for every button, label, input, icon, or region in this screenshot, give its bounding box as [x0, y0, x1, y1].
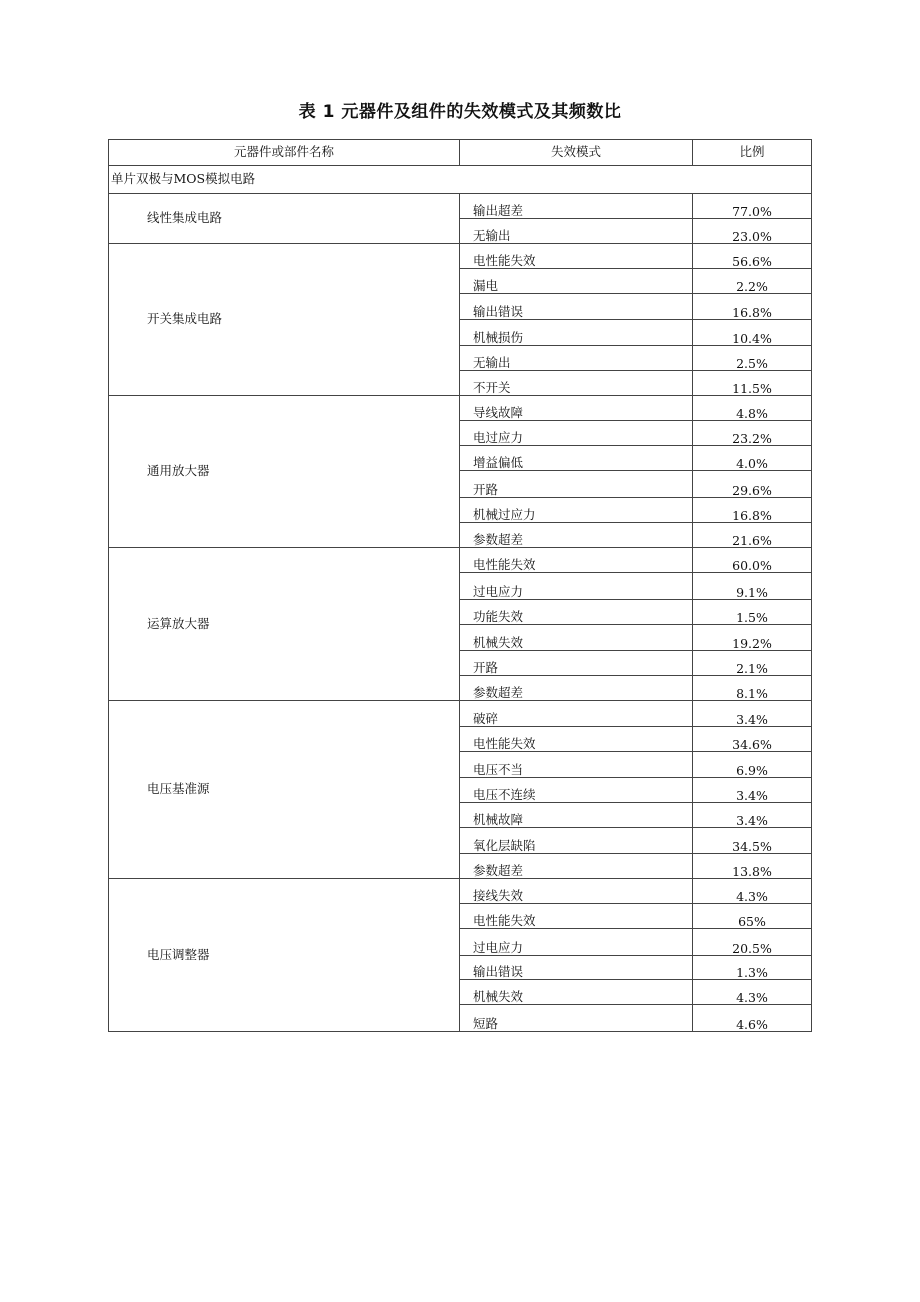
- failure-mode-cell: 不开关: [460, 371, 693, 396]
- ratio-cell: 4.3%: [693, 879, 812, 904]
- failure-mode-cell: 无输出: [460, 346, 693, 371]
- failure-mode-cell: 电压不当: [460, 752, 693, 778]
- failure-mode-cell: 机械过应力: [460, 498, 693, 523]
- table-row: [109, 396, 812, 421]
- failure-mode-cell: 过电应力: [460, 573, 693, 600]
- table-row: [109, 879, 812, 904]
- failure-mode-cell: 漏电: [460, 269, 693, 294]
- failure-mode-cell: 短路: [460, 1005, 693, 1032]
- failure-mode-cell: 导线故障: [460, 396, 693, 421]
- ratio-cell: 60.0%: [693, 548, 812, 573]
- failure-mode-cell: 输出错误: [460, 294, 693, 320]
- ratio-cell: 65%: [693, 904, 812, 929]
- table-row: [109, 194, 812, 219]
- table-title: 表 1 元器件及组件的失效模式及其频数比: [298, 102, 622, 122]
- failure-mode-cell: 机械失效: [460, 625, 693, 651]
- failure-mode-cell: 参数超差: [460, 676, 693, 701]
- ratio-cell: 9.1%: [693, 573, 812, 600]
- failure-mode-cell: 机械损伤: [460, 320, 693, 346]
- failure-mode-cell: 接线失效: [460, 879, 693, 904]
- failure-mode-cell: 开路: [460, 651, 693, 676]
- ratio-cell: 11.5%: [693, 371, 812, 396]
- table-row: [109, 701, 812, 727]
- ratio-cell: 16.8%: [693, 498, 812, 523]
- ratio-cell: 4.3%: [693, 980, 812, 1005]
- failure-mode-cell: 输出超差: [460, 194, 693, 219]
- table-row: [109, 548, 812, 573]
- ratio-cell: 2.5%: [693, 346, 812, 371]
- table-row: [109, 244, 812, 269]
- failure-mode-table: [108, 139, 812, 1032]
- component-name-cell: 运算放大器: [109, 548, 460, 701]
- ratio-cell: 1.5%: [693, 600, 812, 625]
- ratio-cell: 10.4%: [693, 320, 812, 346]
- component-name-cell: 电压调整器: [109, 879, 460, 1032]
- failure-mode-cell: 电压不连续: [460, 778, 693, 803]
- failure-mode-cell: 过电应力: [460, 929, 693, 956]
- failure-mode-cell: 参数超差: [460, 854, 693, 879]
- ratio-cell: 56.6%: [693, 244, 812, 269]
- ratio-cell: 4.0%: [693, 446, 812, 471]
- failure-mode-cell: 电性能失效: [460, 244, 693, 269]
- failure-mode-cell: 电性能失效: [460, 548, 693, 573]
- ratio-cell: 23.0%: [693, 219, 812, 244]
- ratio-cell: 3.4%: [693, 701, 812, 727]
- ratio-cell: 21.6%: [693, 523, 812, 548]
- ratio-cell: 2.1%: [693, 651, 812, 676]
- ratio-cell: 13.8%: [693, 854, 812, 879]
- failure-mode-cell: 电性能失效: [460, 904, 693, 929]
- failure-mode-cell: 增益偏低: [460, 446, 693, 471]
- component-name-cell: 开关集成电路: [109, 244, 460, 396]
- component-name-cell: 线性集成电路: [109, 194, 460, 244]
- ratio-cell: 2.2%: [693, 269, 812, 294]
- component-name-cell: 通用放大器: [109, 396, 460, 548]
- header-row: [109, 140, 812, 166]
- failure-mode-cell: 破碎: [460, 701, 693, 727]
- ratio-cell: 6.9%: [693, 752, 812, 778]
- failure-mode-cell: 机械失效: [460, 980, 693, 1005]
- ratio-cell: 4.6%: [693, 1005, 812, 1032]
- category-label: 单片双极与MOS模拟电路: [109, 166, 812, 194]
- ratio-cell: 19.2%: [693, 625, 812, 651]
- header-ratio: 比例: [693, 140, 812, 166]
- failure-mode-cell: 氧化层缺陷: [460, 828, 693, 854]
- ratio-cell: 16.8%: [693, 294, 812, 320]
- header-failure-mode: 失效模式: [460, 140, 693, 166]
- failure-mode-cell: 机械故障: [460, 803, 693, 828]
- failure-mode-cell: 开路: [460, 471, 693, 498]
- ratio-cell: 77.0%: [693, 194, 812, 219]
- ratio-cell: 8.1%: [693, 676, 812, 701]
- ratio-cell: 34.5%: [693, 828, 812, 854]
- ratio-cell: 1.3%: [693, 956, 812, 980]
- failure-mode-cell: 电性能失效: [460, 727, 693, 752]
- ratio-cell: 3.4%: [693, 778, 812, 803]
- failure-mode-cell: 电过应力: [460, 421, 693, 446]
- failure-mode-cell: 无输出: [460, 219, 693, 244]
- failure-mode-cell: 功能失效: [460, 600, 693, 625]
- category-row: [109, 166, 812, 194]
- ratio-cell: 4.8%: [693, 396, 812, 421]
- header-component: 元器件或部件名称: [109, 140, 460, 166]
- failure-mode-cell: 输出错误: [460, 956, 693, 980]
- failure-mode-cell: 参数超差: [460, 523, 693, 548]
- ratio-cell: 23.2%: [693, 421, 812, 446]
- ratio-cell: 29.6%: [693, 471, 812, 498]
- ratio-cell: 3.4%: [693, 803, 812, 828]
- ratio-cell: 34.6%: [693, 727, 812, 752]
- component-name-cell: 电压基准源: [109, 701, 460, 879]
- ratio-cell: 20.5%: [693, 929, 812, 956]
